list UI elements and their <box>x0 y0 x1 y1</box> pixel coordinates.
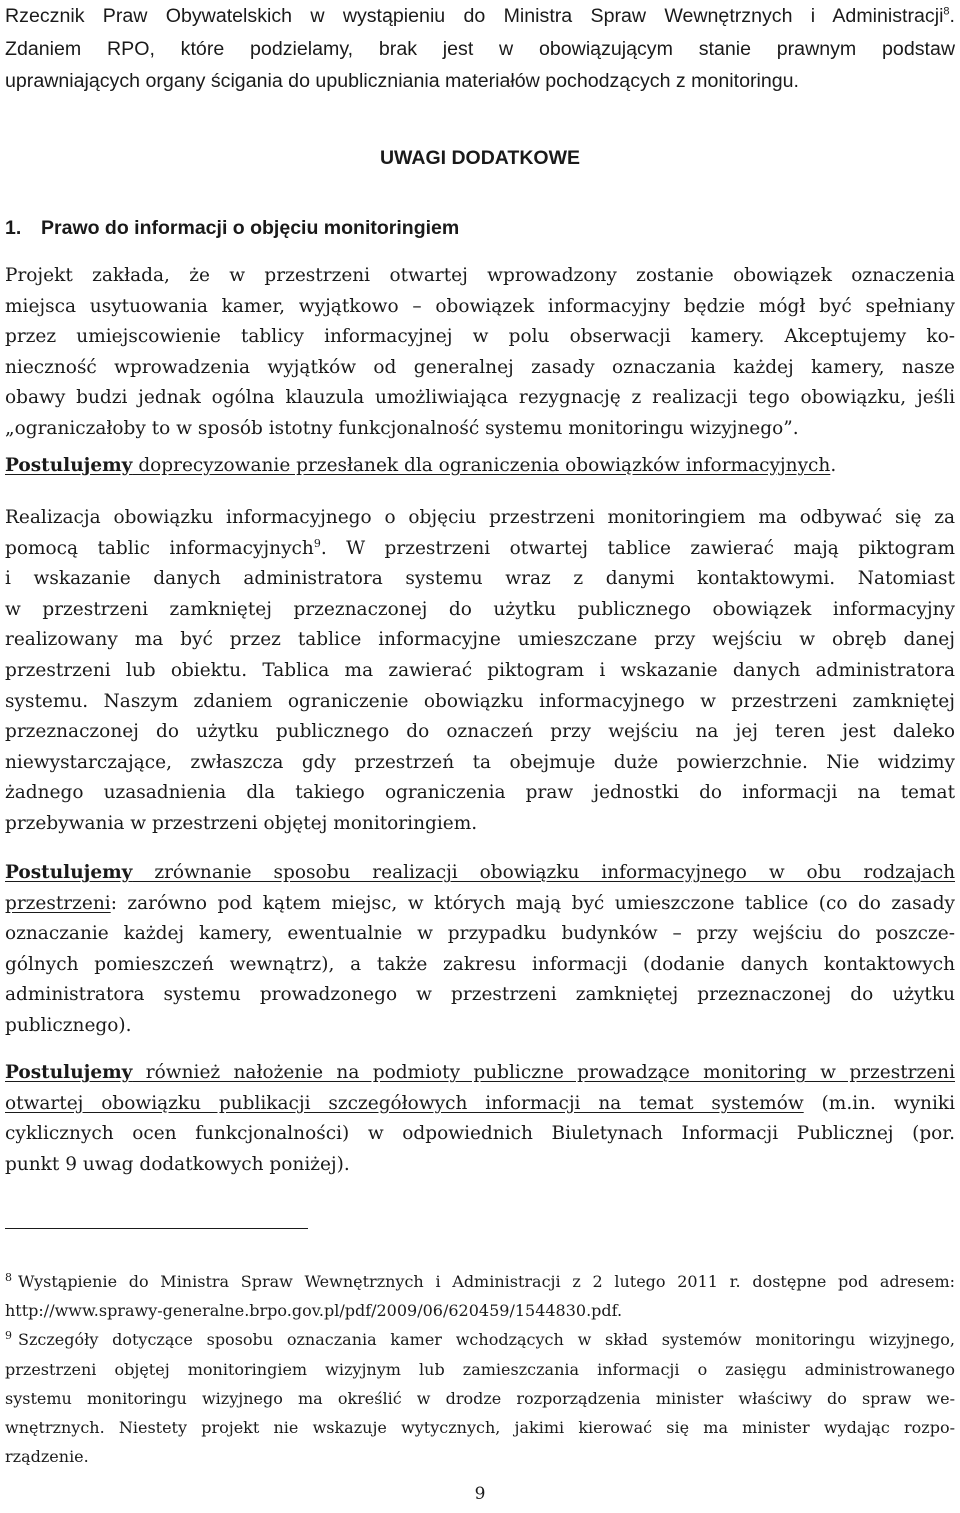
footnote-8-line-1 <box>5 1267 955 1296</box>
postulate-1-text: doprecyzowanie przesłanek dla ograniczenia obowiązków informacyjnych <box>132 454 831 476</box>
footnotes <box>5 1267 955 1471</box>
footnote-8-url[interactable]: http://www.sprawy-generalne.brpo.gov.pl/pdf/2009/06/620459/1544830.pdf. <box>5 1301 623 1321</box>
footnote-9-line: wnętrznych. Niestety projekt nie wskazuje wytycznych, jakimi kierować się ma minister wydając rozpo- <box>5 1418 955 1438</box>
intro-line-2: Zdaniem RPO, które podzielamy, brak jest w obowiązującym stanie prawnym podstaw <box>5 37 955 60</box>
paragraph-1-line: przez umiejscowienie tablicy informacyjnej w polu obserwacji kamery. Akceptujemy ko- <box>5 326 955 348</box>
paragraph-4 <box>5 1058 955 1180</box>
paragraph-3-line: administratora systemu prowadzonego w przestrzeni zamkniętej przeznaczonej do użytku <box>5 984 955 1006</box>
intro-line-1 <box>5 0 955 33</box>
intro-line-1-text: Rzecznik Praw Obywatelskich w wystąpieniu do Ministra Spraw Wewnętrznych i Administracji <box>5 5 944 27</box>
postulate-4-text: również nałożenie na podmioty publiczne prowadzące monitoring w przestrzeni <box>132 1062 955 1083</box>
paragraph-2-line: przebywania w przestrzeni objętej monitoringiem. <box>5 812 478 834</box>
paragraph-3-line-2 <box>5 889 955 920</box>
postulate-1-end: . <box>830 454 837 476</box>
footnote-8 <box>5 1267 955 1325</box>
postulate-1 <box>5 451 955 482</box>
postulate-3-text: zrównanie sposobu realizacji obowiązku informacyjnego w obu rodzajach <box>132 862 955 883</box>
footnote-ref-9[interactable]: 9 <box>313 536 321 550</box>
footnote-separator <box>5 1228 308 1229</box>
postulate-3-bold: Postulujemy <box>5 862 133 883</box>
footnote-9-mark: 9 <box>5 1329 12 1343</box>
paragraph-4-line: cyklicznych ocen funkcjonalności) w odpowiednich Biuletynach Informacji Publicznej (por. <box>5 1123 955 1145</box>
paragraph-2-line: w przestrzeni zamkniętej przeznaczonej do użytku publicznego obowiązek informacyjny <box>5 598 955 620</box>
paragraph-1 <box>5 261 955 481</box>
footnote-9-text: Szczegóły dotyczące sposobu oznaczania kamer wchodzących w skład systemów monitoringu wizyjnego, <box>18 1330 955 1350</box>
paragraph-2-line-2-text: pomocą tablic informacyjnych <box>5 537 314 559</box>
paragraph-3-line: gólnych pomieszczeń wewnątrz), a także zakresu informacji (dodanie danych kontaktowych <box>5 953 955 975</box>
paragraph-2-line: systemu. Naszym zdaniem ograniczenie obowiązku informacyjnego w przestrzeni zamkniętej <box>5 690 955 712</box>
paragraph-4-line-1 <box>5 1058 955 1089</box>
intro-paragraph <box>5 0 955 98</box>
paragraph-2-line: przestrzeni lub obiektu. Tablica ma zawierać piktogram i wskazanie danych administratora <box>5 659 955 681</box>
page-number: 9 <box>474 1484 486 1504</box>
footnote-8-text: Wystąpienie do Ministra Spraw Wewnętrznych i Administracji z 2 lutego 2011 r. dostępne pod adresem: <box>18 1272 955 1291</box>
footnote-9 <box>5 1325 955 1471</box>
postulate-4-text-cont: otwartej obowiązku publikacji szczegółowych informacji na temat systemów <box>5 1092 804 1114</box>
paragraph-1-line: Projekt zakłada, że w przestrzeni otwartej wprowadzony zostanie obowiązek oznaczenia <box>5 265 955 286</box>
paragraph-4-line-2 <box>5 1089 955 1120</box>
postulate-3-text-cont: przestrzeni <box>5 892 111 914</box>
paragraph-3-line: publicznego). <box>5 1014 132 1036</box>
paragraph-1-line: obawy budzi jednak ogólna klauzula umożliwiająca rezygnację z realizacji tego obowiązku, jeśli <box>5 387 955 409</box>
paragraph-3-line-2-rest: : zarówno pod kątem miejsc, w których mają być umieszczone tablice (co do zasady <box>110 892 955 914</box>
section-heading: UWAGI DODATKOWE <box>379 147 581 169</box>
paragraph-2-line-2-tail: . W przestrzeni otwartej tablice zawierać mają piktogram <box>320 537 955 559</box>
paragraph-1-line: „ograniczałoby to w sposób istotny funkcjonalność systemu monitoringu wizyjnego”. <box>5 417 799 439</box>
subheading-item-1 <box>5 217 459 240</box>
footnote-8-mark: 8 <box>5 1270 12 1284</box>
paragraph-2-line: żadnego uzasadnienia dla takiego ograniczenia praw jednostki do informacji na temat <box>5 782 955 804</box>
paragraph-2-line: Realizacja obowiązku informacyjnego o objęciu przestrzeni monitoringiem ma odbywać się za <box>5 507 955 528</box>
paragraph-1-line: miejsca usytuowania kamer, wyjątkowo – obowiązek informacyjny będzie mógł być spełniany <box>5 295 955 317</box>
paragraph-3-line: oznaczanie każdej kamery, ewentualnie w przypadku budynków – przy wejściu do poszcze- <box>5 923 955 945</box>
paragraph-2-line: i wskazanie danych administratora systemu wraz z danymi kontaktowymi. Natomiast <box>5 568 955 590</box>
paragraph-2-line-2 <box>5 534 955 565</box>
footnote-9-line: systemu monitoringu wizyjnego ma określić w drodze rozporządzenia minister właściwy do spraw we- <box>5 1388 955 1408</box>
subheading-title: Prawo do informacji o objęciu monitoringiem <box>41 217 460 239</box>
paragraph-1-line: nieczność wprowadzenia wyjątków od generalnej zasady oznaczania każdej kamery, nasze <box>5 356 955 378</box>
paragraph-2 <box>5 503 955 840</box>
intro-line-3: uprawniających organy ścigania do upubliczniania materiałów pochodzących z monitoringu. <box>5 70 799 92</box>
paragraph-4-line-2-rest: (m.in. wyniki <box>803 1092 955 1114</box>
postulate-4-bold: Postulujemy <box>5 1062 133 1083</box>
paragraph-2-line: niewystarczające, zwłaszcza gdy przestrzeń ta obejmuje duże powierzchnie. Nie widzimy <box>5 751 955 773</box>
paragraph-3 <box>5 858 955 1042</box>
postulate-1-bold: Postulujemy <box>5 454 133 476</box>
paragraph-2-line: realizowany ma być przez tablice informacyjne umieszczane przy wejściu w obręb danej <box>5 629 955 651</box>
paragraph-3-line-1 <box>5 858 955 889</box>
paragraph-4-line: punkt 9 uwag dodatkowych poniżej). <box>5 1153 350 1175</box>
footnote-9-line: rządzenie. <box>5 1447 89 1467</box>
footnote-9-line-1 <box>5 1325 955 1354</box>
paragraph-2-line: przeznaczonej do użytku publicznego do oznaczeń przy wejściu na jej teren jest daleko <box>5 721 955 743</box>
intro-line-1-tail: . <box>949 5 955 27</box>
footnote-ref-8[interactable]: 8 <box>943 5 950 18</box>
subheading-number: 1. <box>5 217 22 239</box>
footnote-9-line: przestrzeni objętej monitoringiem wizyjnym lub zamieszczania informacji o zasięgu administrowanego <box>5 1359 955 1379</box>
